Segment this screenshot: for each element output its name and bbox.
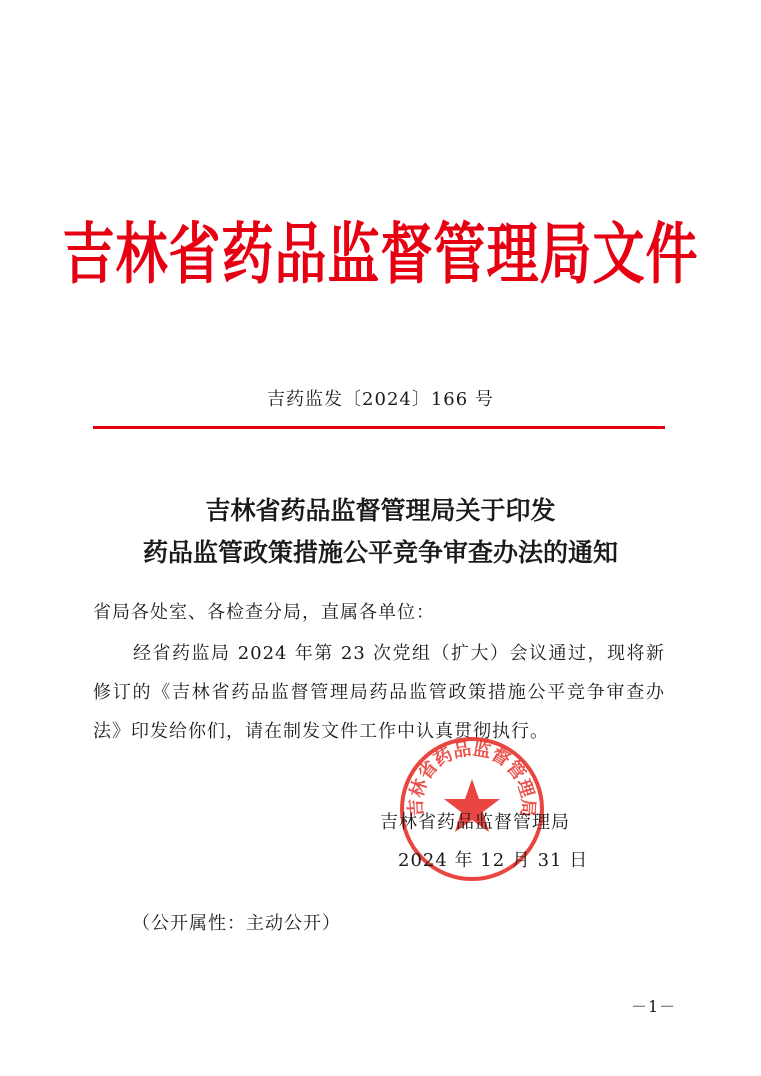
notice-title	[0, 490, 761, 574]
document-number: 吉药监发〔2024〕166 号	[267, 389, 494, 410]
notice-title-line-2: 药品监管政策措施公平竞争审查办法的通知	[142, 538, 618, 567]
recipient-line: 省局各处室、各检查分局，直属各单位：	[93, 602, 435, 623]
issuer-name: 吉林省药品监督管理局	[380, 812, 570, 833]
notice-title-line-1: 吉林省药品监督管理局关于印发	[205, 496, 556, 525]
body-paragraph: 经省药监局 2024 年第 23 次党组（扩大）会议通过，现将新修订的《吉林省药品监督管理局药品监管政策措施公平竞争审查办法》印发给你们，请在制发文件工作中认真贯彻执行。	[93, 643, 665, 742]
red-divider-line	[93, 426, 665, 429]
issue-date: 2024 年 12 月 31 日	[398, 850, 589, 871]
document-header-title: 吉林省药品监督管理局文件	[62, 215, 699, 294]
seal-text: 吉林省药品监督管理局	[405, 738, 539, 818]
disclosure-attribute: （公开属性：主动公开）	[132, 913, 341, 934]
page-number: －1－	[631, 997, 677, 1016]
